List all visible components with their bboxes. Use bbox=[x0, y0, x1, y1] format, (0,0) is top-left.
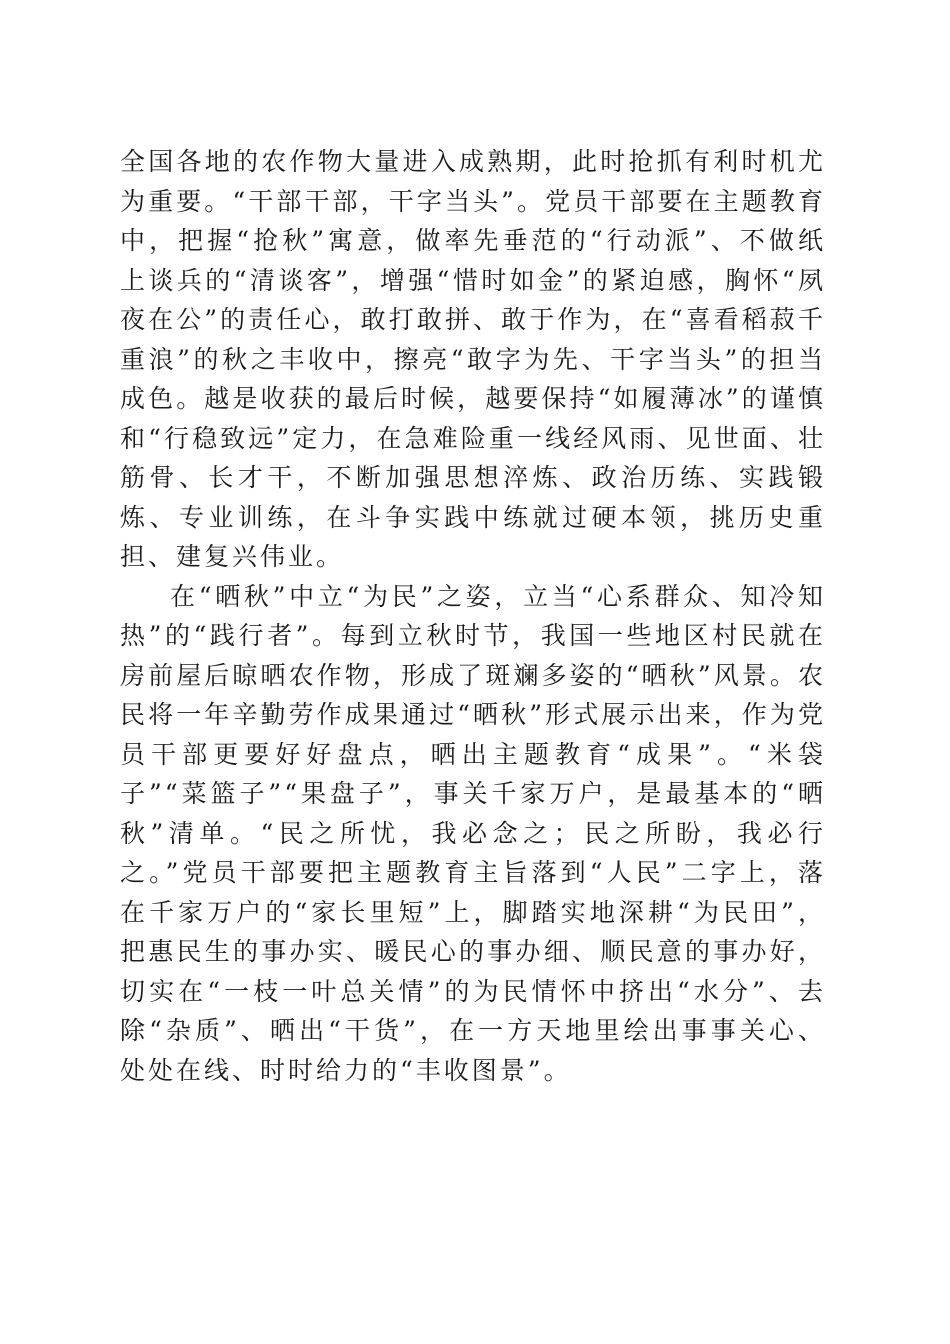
paragraph-autumn-harvest-action: 全国各地的农作物大量进入成熟期，此时抢抓有利时机尤为重要。“干部干部，干字当头”。党员干部要在主题教育中，把握“抢秋”寓意，做率先垂范的“行动派”、不做纸上谈兵的“清谈客”，增强“惜时如金”的紧迫感，胸怀“夙夜在公”的责任心，敢打敢拼、敢于作为，在“喜看稻菽千重浪”的秋之丰收中，擦亮“敢字为先、干字当头”的担当成色。越是收获的最后时候，越要保持“如履薄冰”的谨慎和“行稳致远”定力，在急难险重一线经风雨、见世面、壮筋骨、长才干，不断加强思想淬炼、政治历练、实践锻炼、专业训练，在斗争实践中练就过硬本领，挑历史重担、建复兴伟业。 bbox=[120, 147, 826, 571]
document-body bbox=[120, 142, 826, 1090]
paragraph-autumn-drying-for-people: 在“晒秋”中立“为民”之姿，立当“心系群众、知冷知热”的“践行者”。每到立秋时节，我国一些地区村民就在房前屋后晾晒农作物，形成了斑斓多姿的“晒秋”风景。农民将一年辛勤劳作成果通过“晒秋”形式展示出来，作为党员干部更要好好盘点，晒出主题教育“成果”。“米袋子”“菜篮子”“果盘子”，事关千家万户，是最基本的“晒秋”清单。“民之所忧，我必念之；民之所盼，我必行之。”党员干部要把主题教育主旨落到“人民”二字上，落在千家万户的“家长里短”上，脚踏实地深耕“为民田”，把惠民生的事办实、暖民心的事办细、顺民意的事办好，切实在“一枝一叶总关情”的为民情怀中挤出“水分”、去除“杂质”、晒出“干货”，在一方天地里绘出事事关心、处处在线、时时给力的“丰收图景”。 bbox=[120, 581, 826, 1085]
